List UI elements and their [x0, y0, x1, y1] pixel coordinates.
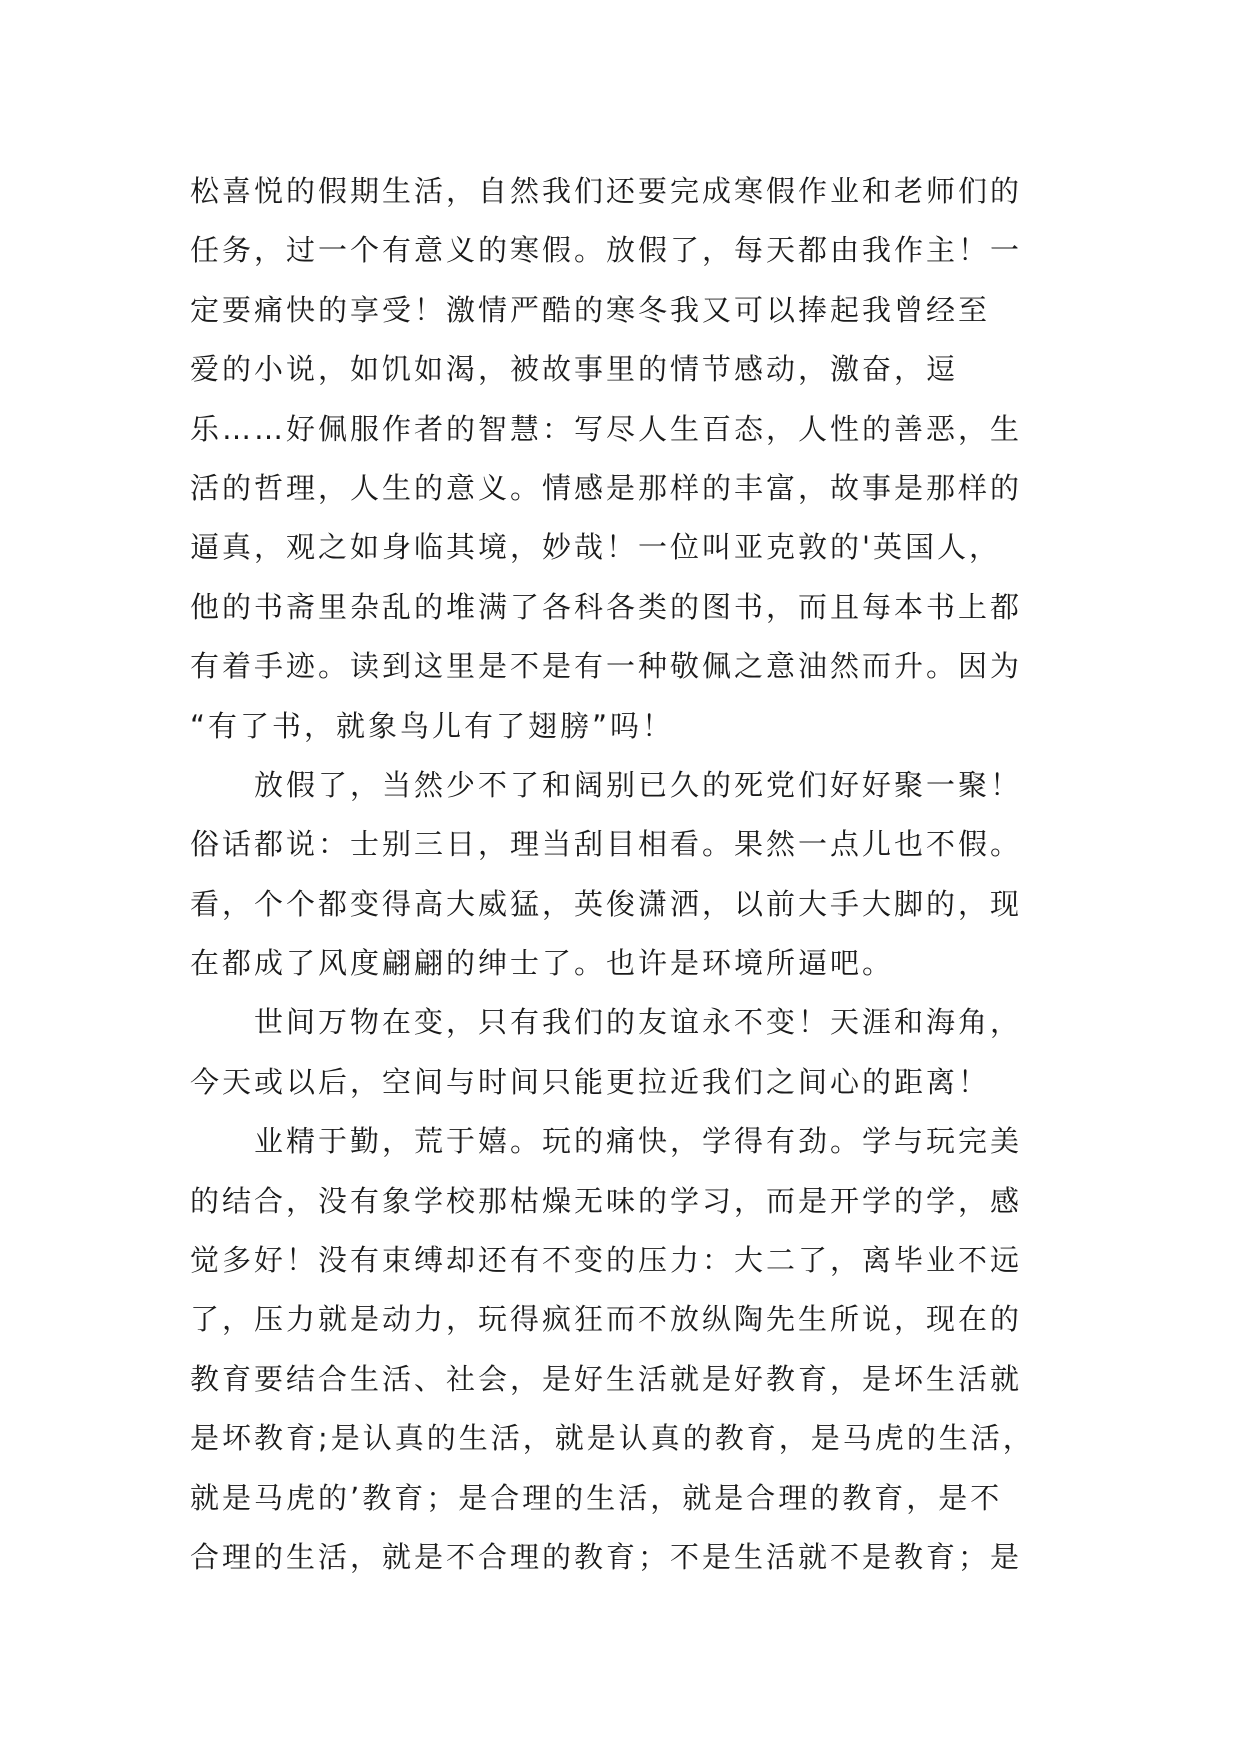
text-line: 乐……好佩服作者的智慧：写尽人生百态，人性的善恶，生 — [190, 411, 1023, 446]
text-line: 爱的小说，如饥如渴，被故事里的情节感动，激奋，逗 — [190, 352, 959, 387]
text-line: 教育要结合生活、社会，是好生活就是好教育，是坏生活就 — [190, 1361, 1023, 1396]
text-line: 觉多好！没有束缚却还有不变的压力：大二了，离毕业不远 — [190, 1243, 1023, 1278]
text-line: 俗话都说：士别三日，理当刮目相看。果然一点儿也不假。 — [190, 827, 1023, 862]
text-line: 活的哲理，人生的意义。情感是那样的丰富，故事是那样的 — [190, 470, 1023, 505]
paragraph-start-line: 业精于勤，荒于嬉。玩的痛快，学得有劲。学与玩完美 — [254, 1124, 1023, 1159]
text-line: 今天或以后，空间与时间只能更拉近我们之间心的距离！ — [190, 1064, 991, 1099]
text-line: 定要痛快的享受！激情严酷的寒冬我又可以捧起我曾经至 — [190, 292, 991, 327]
text-line: 松喜悦的假期生活，自然我们还要完成寒假作业和老师们的 — [190, 174, 1023, 208]
text-line: 在都成了风度翩翩的绅士了。也许是环境所逼吧。 — [190, 946, 895, 981]
text-line: “有了书，就象鸟儿有了翅膀”吗！ — [190, 708, 675, 743]
text-line: 有着手迹。读到这里是不是有一种敬佩之意油然而升。因为 — [190, 649, 1023, 684]
text-line: 任务，过一个有意义的寒假。放假了，每天都由我作主！一 — [190, 233, 1023, 268]
text-line: 的结合，没有象学校那枯燥无味的学习，而是开学的学，感 — [190, 1183, 1023, 1218]
text-line: 就是马虎的’教育；是合理的生活，就是合理的教育，是不 — [190, 1480, 1003, 1515]
paragraph-start-line: 世间万物在变，只有我们的友谊永不变！天涯和海角， — [254, 1005, 1023, 1040]
text-line: 看，个个都变得高大威猛，英俊潇洒，以前大手大脚的，现 — [190, 886, 1023, 921]
text-line: 是坏教育;是认真的生活，就是认真的教育，是马虎的生活， — [190, 1421, 1035, 1456]
text-line: 合理的生活，就是不合理的教育；不是生活就不是教育；是 — [190, 1539, 1023, 1574]
body-text — [190, 162, 1070, 1587]
text-line: 了，压力就是动力，玩得疯狂而不放纵陶先生所说，现在的 — [190, 1302, 1023, 1337]
text-line: 逼真，观之如身临其境，妙哉！一位叫亚克敦的'英国人， — [190, 530, 1001, 565]
text-line: 他的书斋里杂乱的堆满了各科各类的图书，而且每本书上都 — [190, 589, 1023, 624]
paragraph-start-line: 放假了，当然少不了和阔别已久的死党们好好聚一聚！ — [254, 767, 1023, 802]
